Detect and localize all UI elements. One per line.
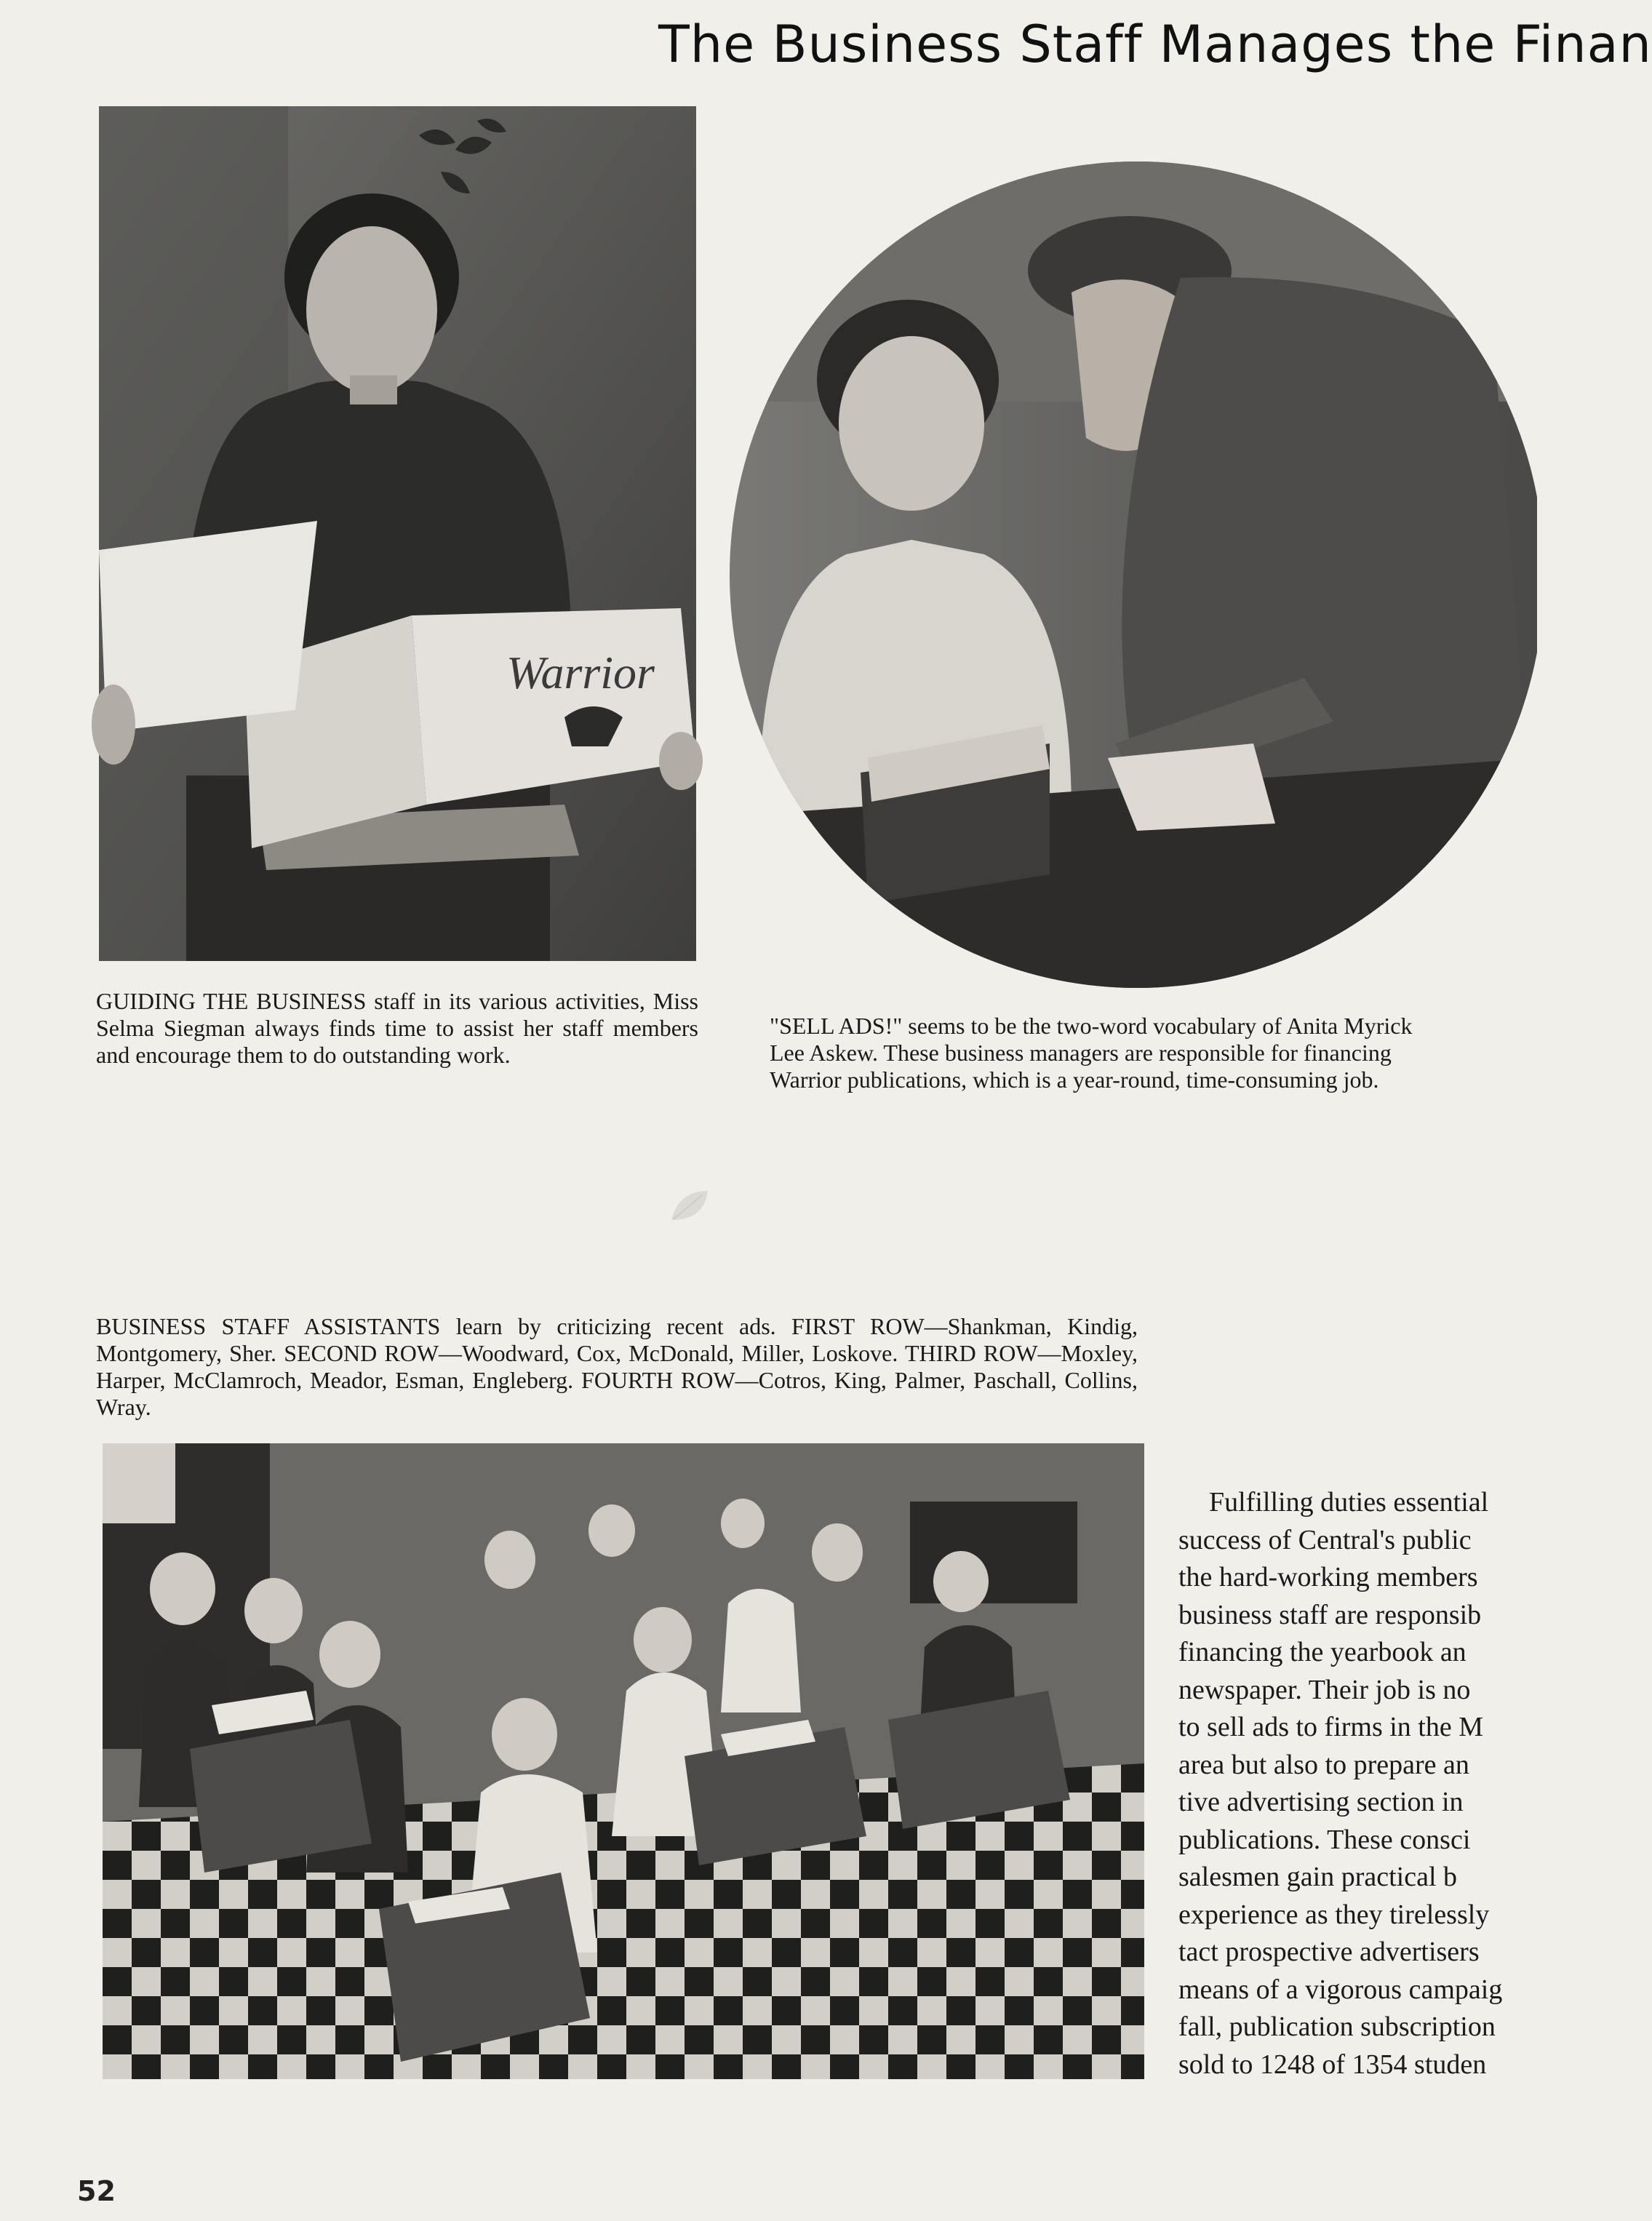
body-line: sold to 1248 of 1354 studen: [1178, 2049, 1487, 2080]
body-line: salesmen gain practical b: [1178, 1862, 1458, 1892]
body-line: area but also to prepare an: [1178, 1749, 1469, 1780]
body-line: means of a vigorous campaig: [1178, 1974, 1503, 2005]
body-line: fall, publication subscription: [1178, 2011, 1496, 2042]
teacher-photo: [99, 106, 696, 961]
body-line: publications. These consci: [1178, 1824, 1471, 1855]
body-line: success of Central's public: [1178, 1524, 1472, 1555]
classroom-photo-caption: BUSINESS STAFF ASSISTANTS learn by criticizing recent ads. FIRST ROW—Shankman, Kindig, Montgomery, Sher. SECOND ROW—Woodward, Cox, McDonald, Miller, Loskove. THIRD ROW—Moxley, Harper, McClamroch, Meador, Esman, Engleberg. FOURTH ROW—Cotros, King, Palmer, Paschall, Collins, Wray.: [96, 1313, 1138, 1420]
caption-line: "SELL ADS!" seems to be the two-word vocabulary of Anita Myrick: [770, 1013, 1413, 1039]
leaf-mark-icon: [668, 1187, 710, 1225]
page-number: 52: [77, 2175, 116, 2207]
body-line: experience as they tirelessly: [1178, 1899, 1490, 1930]
body-line: to sell ads to firms in the M: [1178, 1712, 1484, 1742]
body-line: financing the yearbook an: [1178, 1637, 1467, 1667]
caption-line: Lee Askew. These business managers are responsible for financing: [770, 1040, 1392, 1066]
classroom-photo: [103, 1443, 1144, 2079]
body-line: the hard-working members: [1178, 1562, 1478, 1592]
body-line: tact prospective advertisers: [1178, 1937, 1480, 1967]
body-line: tive advertising section in: [1178, 1787, 1464, 1817]
caption-line: Warrior publications, which is a year-round, time-consuming job.: [770, 1066, 1379, 1093]
page-headline: The Business Staff Manages the Finan: [658, 15, 1652, 74]
body-line: newspaper. Their job is no: [1178, 1674, 1471, 1705]
business-managers-photo: [730, 162, 1537, 988]
body-line: business staff are responsib: [1178, 1599, 1482, 1630]
body-line: Fulfilling duties essential: [1209, 1487, 1489, 1518]
teacher-photo-caption: GUIDING THE BUSINESS staff in its various activities, Miss Selma Siegman always finds time to assist her staff members and encourage them to do outstanding work.: [96, 988, 698, 1068]
business-managers-caption: [770, 1013, 1537, 1093]
book-title-text: Warrior: [506, 647, 655, 698]
body-text-column: [1178, 1484, 1537, 2084]
